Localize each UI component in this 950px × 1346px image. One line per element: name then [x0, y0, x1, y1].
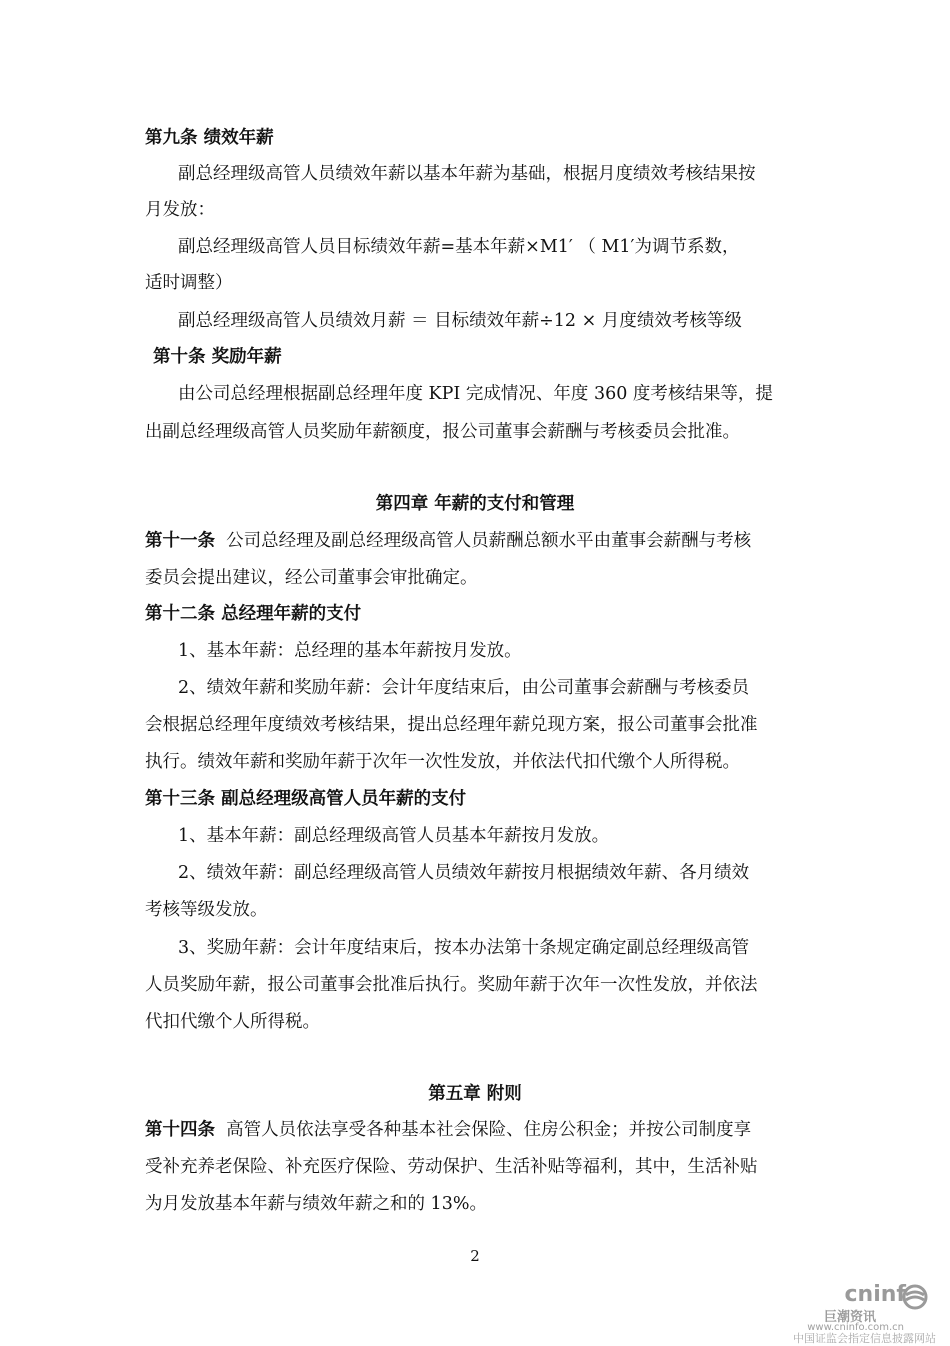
- article-11-line: [145, 530, 751, 552]
- paragraph-line: 执行。绩效年薪和奖励年薪于次年一次性发放，并依法代扣代缴个人所得税。: [145, 752, 740, 772]
- paragraph-line: 会根据总经理年度绩效考核结果，提出总经理年薪兑现方案，报公司董事会批准: [145, 715, 758, 735]
- paragraph-line: 2、绩效年薪：副总经理级高管人员绩效年薪按月根据绩效年薪、各月绩效: [178, 863, 750, 883]
- paragraph-line: 月发放：: [145, 200, 215, 220]
- paragraph-line: 受补充养老保险、补充医疗保险、劳动保护、生活补贴等福利，其中，生活补贴: [145, 1157, 758, 1177]
- cninfo-brand-text: cninf: [844, 1282, 906, 1307]
- paragraph-line: 3、奖励年薪：会计年度结束后，按本办法第十条规定确定副总经理级高管: [178, 938, 750, 958]
- paragraph-line: 1、基本年薪：总经理的基本年薪按月发放。: [178, 641, 522, 661]
- article-14-text: 高管人员依法享受各种基本社会保险、住房公积金；并按公司制度享: [226, 1120, 752, 1140]
- paragraph-line: 出副总经理级高管人员奖励年薪额度，报公司董事会薪酬与考核委员会批准。: [145, 422, 740, 442]
- chapter-5-title: 第五章 附则: [428, 1084, 522, 1104]
- paragraph-line: 考核等级发放。: [145, 900, 268, 920]
- cninfo-brand-cn: 巨潮资讯: [823, 1310, 876, 1325]
- paragraph-line: 副总经理级高管人员绩效年薪以基本年薪为基础，根据月度绩效考核结果按: [178, 164, 756, 184]
- cninfo-url: www.cninfo.com.cn: [807, 1322, 904, 1333]
- article-12-heading: 第十二条 总经理年薪的支付: [145, 604, 362, 624]
- article-11-label: 第十一条: [145, 531, 215, 551]
- article-9-heading: 第九条 绩效年薪: [145, 128, 274, 148]
- paragraph-line: 适时调整）: [145, 273, 233, 293]
- paragraph-line: 代扣代缴个人所得税。: [145, 1012, 320, 1032]
- paragraph-line: 委员会提出建议，经公司董事会审批确定。: [145, 568, 478, 588]
- article-10-heading: 第十条 奖励年薪: [153, 347, 282, 367]
- chapter-4-title: 第四章 年薪的支付和管理: [375, 494, 575, 514]
- paragraph-line: 1、基本年薪：副总经理级高管人员基本年薪按月发放。: [178, 826, 610, 846]
- paragraph-line: 2、绩效年薪和奖励年薪：会计年度结束后，由公司董事会薪酬与考核委员: [178, 678, 750, 698]
- paragraph-line: 人员奖励年薪，报公司董事会批准后执行。奖励年薪于次年一次性发放，并依法: [145, 975, 758, 995]
- article-14-label: 第十四条: [145, 1120, 215, 1140]
- formula-line: 副总经理级高管人员绩效月薪 ＝ 目标绩效年薪÷12 × 月度绩效考核等级: [178, 311, 742, 331]
- paragraph-line: 为月发放基本年薪与绩效年薪之和的 13%。: [145, 1194, 487, 1214]
- paragraph-line: 由公司总经理根据副总经理年度 KPI 完成情况、年度 360 度考核结果等，提: [178, 384, 773, 404]
- cninfo-swirl-icon: [902, 1284, 928, 1310]
- article-14-line: [145, 1119, 751, 1141]
- article-13-heading: 第十三条 副总经理级高管人员年薪的支付: [145, 789, 467, 809]
- article-11-text: 公司总经理及副总经理级高管人员薪酬总额水平由董事会薪酬与考核: [226, 531, 752, 551]
- cninfo-tagline: 中国证监会指定信息披露网站: [793, 1332, 936, 1345]
- paragraph-line: 副总经理级高管人员目标绩效年薪=基本年薪×M1′ （ M1′为调节系数，: [178, 237, 740, 257]
- page-number: 2: [470, 1247, 480, 1265]
